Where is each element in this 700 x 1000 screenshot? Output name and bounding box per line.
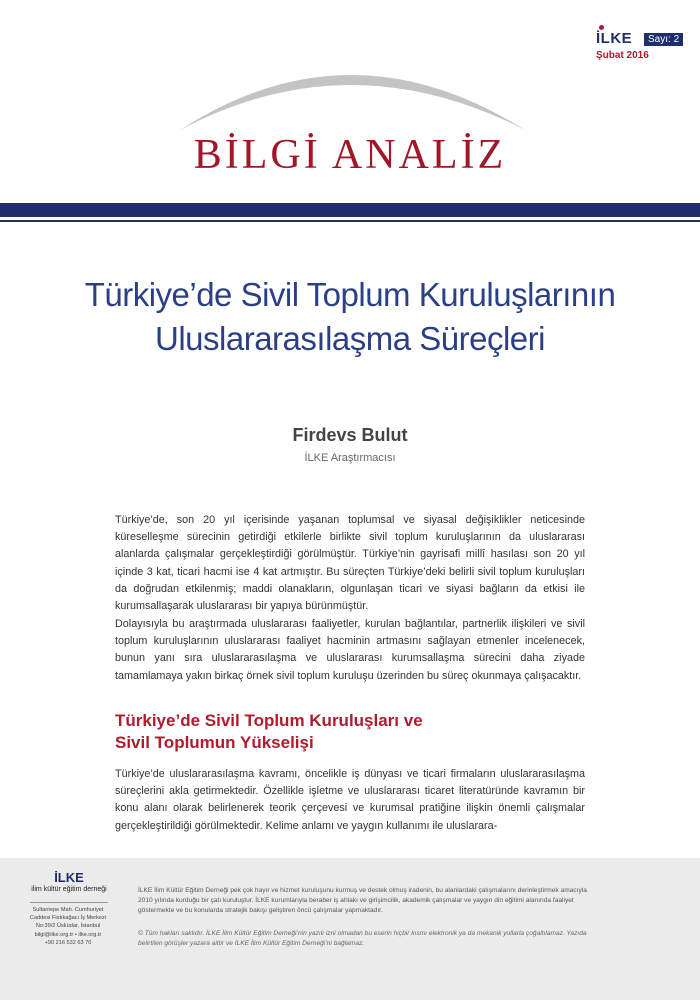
footer-logo	[28, 870, 110, 893]
address-line: Sultantepe Mah. Cumhuriyet	[32, 907, 104, 913]
author-role: İLKE Araştırmacısı	[304, 452, 396, 464]
article-title-line2: Uluslararasılaşma Süreçleri	[155, 320, 545, 357]
header-band	[0, 203, 700, 217]
section-heading-line1: Türkiye’de Sivil Toplum Kuruluşları ve	[115, 711, 423, 730]
footer-address	[22, 906, 114, 947]
section-heading-line2: Sivil Toplumun Yükselişi	[115, 733, 314, 752]
footer-org-name: ilim kültür eğitim derneği	[31, 886, 107, 893]
header-band-thin	[0, 220, 700, 222]
publication-brand: BİLGİ ANALİZ	[193, 132, 507, 178]
article-title	[30, 273, 670, 361]
footer-logo-text: İLKE	[54, 870, 84, 885]
footer-about: İLKE İlim Kültür Eğitim Derneği pek çok hayır ve hizmet kuruluşunu kurmuş ve destek olmuş iradenin, bu alanlardaki çalışmalarını derinleştirmek amacıyla 2010 yılında kurduğu bir çatı kuruluştur. İLKE kurumlarıyla beraber iş ahlakı ve girişimcilik, akademik çalışmalar ve yaygın din eğitimi alanında faaliyet göstermekte ve bu konularda stratejik bakışı geliştiren öncü çalışmalar yapmaktadır.	[138, 887, 587, 914]
address-line: Caddesi Fistıkağacı İş Merkezi	[29, 915, 107, 922]
contact-line: bilgi@ilke.org.tr • ilke.org.tr	[34, 931, 102, 938]
section-heading	[115, 710, 585, 754]
footer-copyright: © Tüm hakları saklıdır. İLKE İlim Kültür Eğitim Derneği’nin yazılı izni olmadan bu eserin hiçbir kısmı elektronik ya da mekanik yollarla çoğaltılamaz. Yazıda belirtilen görüşler yazara aittir ve İLKE İlim Kültür Eğitim Derneği’ni bağlamaz.	[138, 930, 587, 947]
issue-badge: Sayı: 2	[644, 33, 683, 46]
logo-text: İLKE	[596, 30, 633, 47]
address-line: No:39/2 Üsküdar, İstanbul	[35, 923, 101, 930]
article-title-line1: Türkiye’de Sivil Toplum Kuruluşlarının	[84, 276, 616, 313]
issue-date: Şubat 2016	[596, 50, 649, 61]
footer-divider	[30, 902, 108, 903]
author-name: Firdevs Bulut	[292, 425, 408, 445]
abstract-paragraph-1: Türkiye’de, son 20 yıl içerisinde yaşanan toplumsal ve siyasal değişiklikler neticesinde küreselleşme sürecinin getirdiği etkilerle birlikte sivil toplum kuruluşlarının da uluslararası alanlarda çalışmalar gerçekleştirdiği görülmüştür. Türkiye’nin gayrisafi millî hasılası son 20 yıl içinde 3 kat, ticari hacmi ise 4 kat artmıştır. Bu süreçten Türkiye’deki belirli sivil toplum kuruluşları da doğrudan etkilenmiş; maddi olanakların, olgunlaşan ticari ve siyasi bağların da etkisi ile kurumsallaşarak uluslararası bir yapıya bürünmüştür.	[115, 514, 585, 613]
abstract-paragraph-2: Dolayısıyla bu araştırmada uluslararası faaliyetler, kurulan bağlantılar, partnerlik ilişkileri ve sivil toplum kuruluşlarının uluslararası faaliyet hacminin artmasını sağlayan etmenler incelenecek, bunun yanı sıra uluslararasılaşma ve uluslararası kurumsallaşma sürecini daha ziyade tamamlamaya yakın birkaç örnek sivil toplum kuruluşu üzerinden bu süreç okunmaya çalışacaktır.	[115, 618, 585, 682]
body-paragraph: Türkiye’de uluslararasılaşma kavramı, öncelikle iş dünyası ve ticari firmaların uluslararasılaşma süreçlerini akla getirmektedir. Özellikle işletme ve uluslararası ticaret literatüründe kavramın bir konu alanı olarak belirlenerek teorik çerçevesi ve kurumsal pratiğine ilişkin önemli çalışmalar gerçekleştirildiği görülmektedir. Kelime anlamı ve yaygın kullanımı ile uluslarara-	[115, 768, 585, 832]
phone-line: +90 216 532 63 70	[44, 939, 92, 946]
